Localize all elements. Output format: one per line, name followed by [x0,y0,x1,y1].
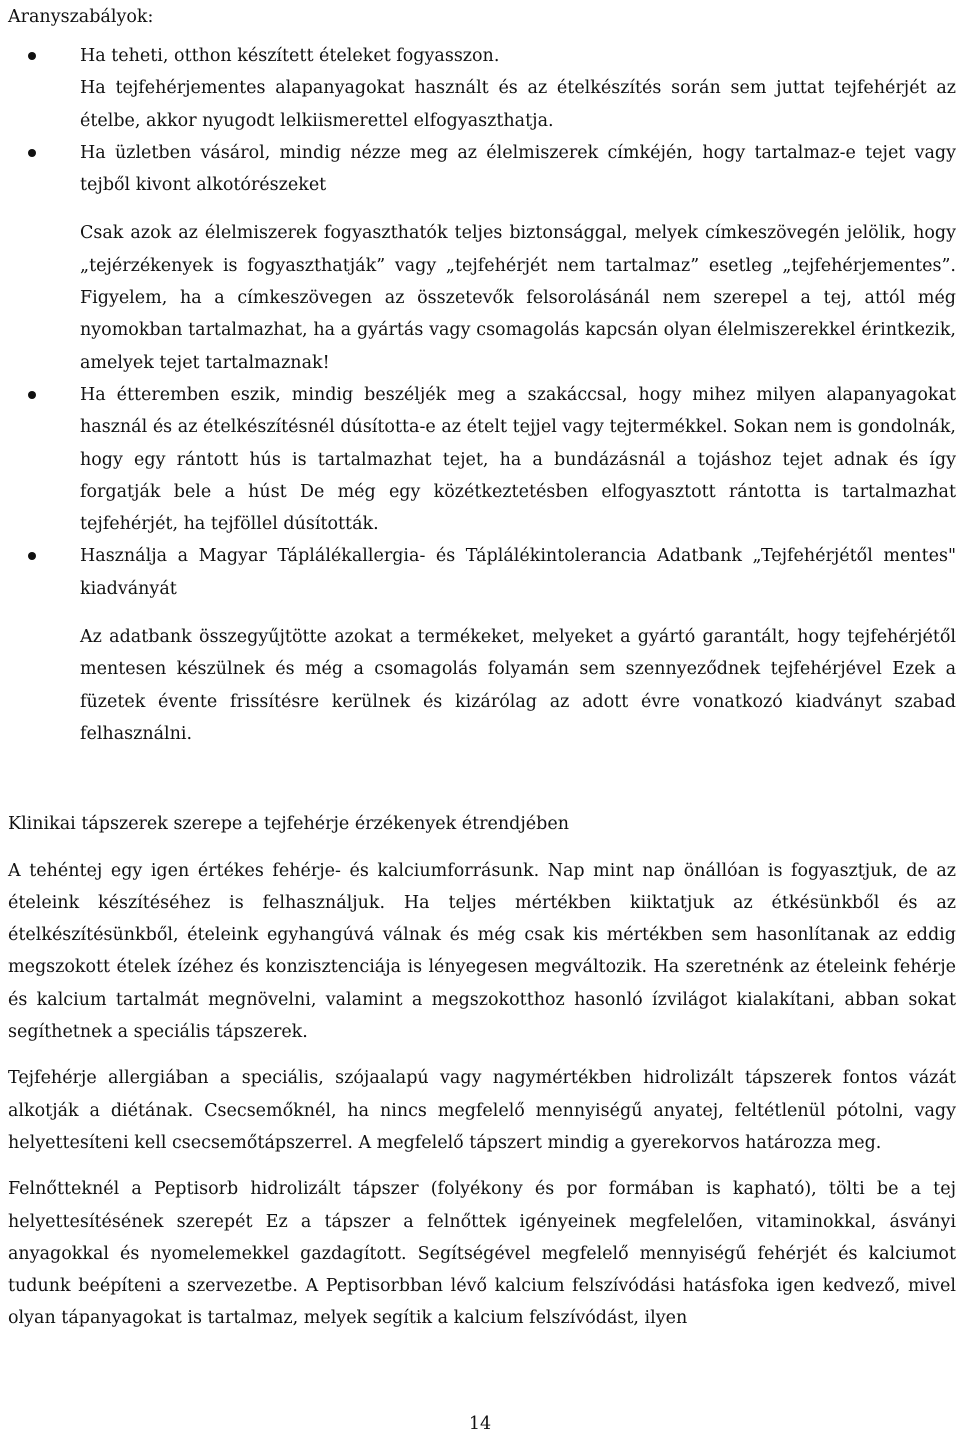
rule-item-4 [8,379,956,540]
rule-item-3 [8,137,956,379]
rule-item-2 [8,72,956,137]
heading-golden-rules: Aranyszabályok: [8,7,154,27]
rule-5-text: Használja a Magyar Táplálékallergia- és Táplálékintolerancia Adatbank „Tejfehérjétől mentes" kiadványát [80,546,956,599]
bullet-icon [28,149,36,157]
page-number: 14 [468,1414,492,1434]
section-paragraph-3: Felnőtteknél a Peptisorb hidrolizált tápszer (folyékony és por formában is kapható), tölti be a tej helyettesítésének szerepét Ez a tápszer a felnőttek igényeinek megfelelően, vitaminokkal, ásványi anyagokkal és nyomelemekkel gazdagított. Segítségével megfelelő mennyiségű fehérjét és kalciumot tudunk beépíteni a szervezetbe. A Peptisorbban lévő kalcium felszívódási hatásfoka igen kedvező, mivel olyan tápanyagokat is tartalmaz, melyek segítik a kalcium felszívódást, ilyen [8,1179,956,1329]
section-paragraph-2: Tejfehérje allergiában a speciális, szójaalapú vagy nagymértékben hidrolizált tápszerek fontos vázát alkotják a diétának. Csecsemőknél, ha nincs megfelelő mennyiségű anyatej, feltétlenül pótolni, vagy helyettesíteni kell csecsemőtápszerrel. A megfelelő tápszert mindig a gyerekorvos határozza meg. [8,1068,956,1153]
rule-1-text: Ha teheti, otthon készített ételeket fogyasszon. [80,46,500,66]
rule-item-5 [8,540,956,750]
rule-item-1 [8,40,956,72]
bullet-icon [28,552,36,560]
section-title: Klinikai tápszerek szerepe a tejfehérje érzékenyek étrendjében [8,814,569,835]
rule-3-detail: Csak azok az élelmiszerek fogyaszthatók teljes biztonsággal, melyek címkeszövegén jelölik, hogy „tejérzékenyek is fogyaszthatják” vagy „tejfehérjét nem tartalmaz” esetleg „tejfehérjementes”. Figyelem, ha a címkeszövegen az összetevők felsorolásánál nem szerepel a tej, attól még nyomokban tartalmazhat, ha a gyártás vagy csomagolás kapcsán olyan élelmiszerekkel érintkezik, amelyek tejet tartalmaznak! [80,223,956,373]
bullet-icon [28,52,36,60]
rule-4-text: Ha étteremben eszik, mindig beszéljék meg a szakáccsal, hogy mihez milyen alapanyagokat használ és az ételkészítésnél dúsította-e az ételt tejjel vagy tejtermékkel. Sokan nem is gondolnák, hogy egy rántott hús is tartalmazhat tejet, ha a bundázásnál a tojáshoz tejet adnak és így forgatják bele a húst De még egy közétkeztetésben elfogyasztott rántotta is tartalmazhat tejfehérjét, ha tejföllel dúsították. [80,384,956,535]
document-page [8,0,956,1335]
rule-2-text: Ha tejfehérjementes alapanyagokat használt és az ételkészítés során sem juttat tejfehérjét az ételbe, akkor nyugodt lelkiismerettel elfogyaszthatja. [80,78,956,131]
bullet-icon [28,391,36,399]
rule-3-text: Ha üzletben vásárol, mindig nézze meg az élelmiszerek címkéjén, hogy tartalmaz-e tejet vagy tejből kivont alkotórészeket [80,142,956,196]
golden-rules-list [8,40,956,750]
section-paragraph-1: A tehéntej egy igen értékes fehérje- és kalciumforrásunk. Nap mint nap önállóan is fogyasztjuk, de az ételeink készítéséhez is felhasználjuk. Ha teljes mértékben kiiktatjuk az étkésünkből és az ételkészítésünkből, ételeink egyhangúvá válnak és még csak kis mértékben sem hasonlítanak az eddig megszokott ételek ízéhez és konzisztenciája is lényegesen megváltozik. Ha szeretnénk az ételeink fehérje és kalcium tartalmát megnövelni, valamint a megszokotthoz hasonló ízvilágot kialakítani, abban sokat segíthetnek a speciális tápszerek. [8,860,956,1043]
rule-5-detail: Az adatbank összegyűjtötte azokat a termékeket, melyeket a gyártó garantált, hogy tejfehérjétől mentesen készülnek és még a csomagolás folyamán sem szennyeződnek tejfehérjével Ezek a füzetek évente frissítésre kerülnek és kizárólag az adott évre vonatkozó kiadványt szabad felhasználni. [80,627,956,744]
